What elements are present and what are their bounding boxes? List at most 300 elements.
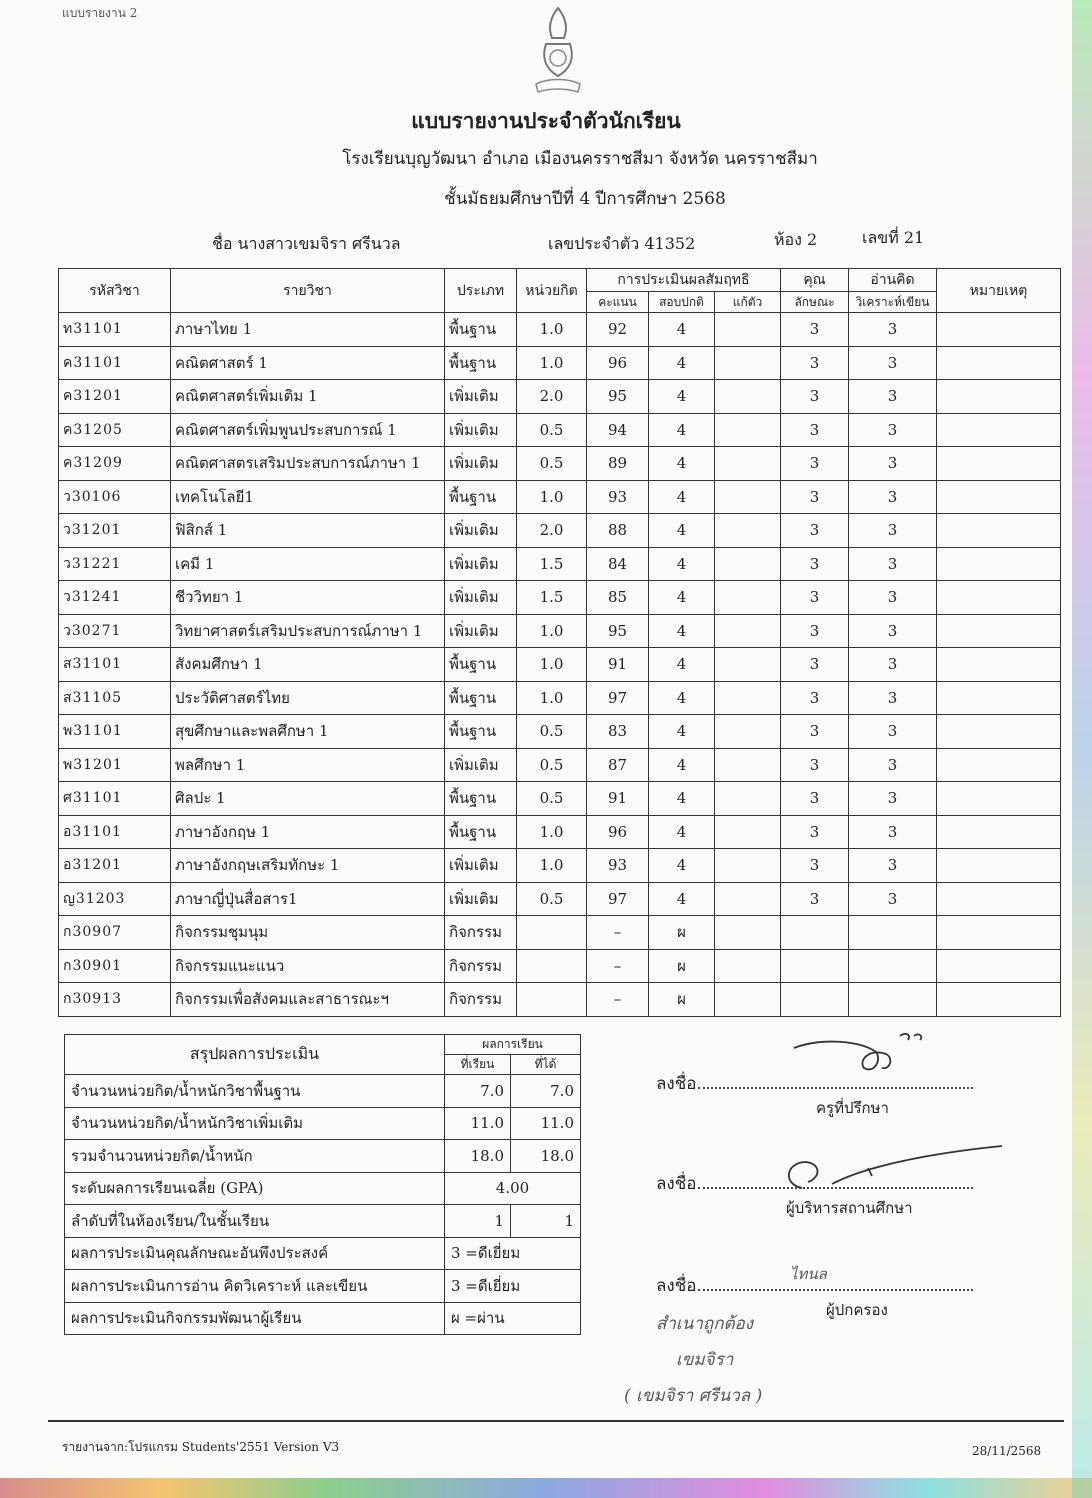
summary-row-character	[65, 1237, 581, 1270]
rank-class: 1	[511, 1205, 581, 1238]
header-character: คุณ	[781, 269, 849, 292]
course-code: ว30106	[59, 480, 171, 514]
summary-studied: 18.0	[445, 1140, 511, 1173]
course-score: 97	[587, 681, 649, 715]
course-remark	[937, 648, 1061, 682]
course-list	[59, 313, 1061, 1017]
course-reading: 3	[849, 380, 937, 414]
course-row	[59, 782, 1061, 816]
course-character	[781, 983, 849, 1017]
course-remark	[937, 480, 1061, 514]
course-score: –	[587, 916, 649, 950]
course-retake	[715, 782, 781, 816]
course-code: ค31201	[59, 380, 171, 414]
course-character: 3	[781, 480, 849, 514]
course-grade: 4	[649, 514, 715, 548]
course-credit: 1.5	[517, 547, 587, 581]
report-title: แบบรายงานประจำตัวนักเรียน	[411, 108, 681, 133]
course-credit: 1.0	[517, 313, 587, 347]
parent-role: ผู้ปกครอง	[826, 1301, 888, 1319]
course-retake	[715, 983, 781, 1017]
course-grade: 4	[649, 413, 715, 447]
course-name: วิทยาศาสตร์เสริมประสบการณ์ภาษา 1	[171, 614, 445, 648]
course-row	[59, 849, 1061, 883]
course-row	[59, 715, 1061, 749]
course-type: พื้นฐาน	[445, 715, 517, 749]
course-credit: 1.0	[517, 849, 587, 883]
course-credit: 1.0	[517, 614, 587, 648]
course-remark	[937, 916, 1061, 950]
course-character: 3	[781, 648, 849, 682]
course-name: ประวัติศาสตร์ไทย	[171, 681, 445, 715]
course-character: 3	[781, 514, 849, 548]
course-retake	[715, 748, 781, 782]
course-row	[59, 480, 1061, 514]
course-credit: 0.5	[517, 782, 587, 816]
course-credit	[517, 983, 587, 1017]
course-grade: ผ	[649, 916, 715, 950]
course-credit	[517, 949, 587, 983]
course-remark	[937, 313, 1061, 347]
course-score: 85	[587, 581, 649, 615]
course-reading: 3	[849, 413, 937, 447]
course-reading: 3	[849, 815, 937, 849]
course-name: ฟิสิกส์ 1	[171, 514, 445, 548]
footer-divider	[48, 1420, 1064, 1422]
course-row	[59, 514, 1061, 548]
summary-result-header: ผลการเรียน	[445, 1035, 581, 1055]
course-character: 3	[781, 748, 849, 782]
photo-background-strip	[0, 1478, 1092, 1498]
course-score: 93	[587, 849, 649, 883]
course-name: ภาษาญี่ปุ่นสื่อสาร1	[171, 882, 445, 916]
course-row	[59, 346, 1061, 380]
course-credit: 0.5	[517, 748, 587, 782]
course-retake	[715, 648, 781, 682]
course-name: คณิตศาสตร์ 1	[171, 346, 445, 380]
course-row	[59, 815, 1061, 849]
handwritten-name: เขมจิรา	[676, 1350, 734, 1370]
course-code: ว31241	[59, 581, 171, 615]
course-grade: 4	[649, 313, 715, 347]
course-type: เพิ่มเติม	[445, 413, 517, 447]
course-retake	[715, 413, 781, 447]
student-number: เลขที่ 21	[862, 228, 925, 247]
advisor-signature-icon	[790, 1030, 930, 1080]
character-value: 3 =ดีเยี่ยม	[445, 1237, 581, 1270]
course-character: 3	[781, 581, 849, 615]
summary-row-extra	[65, 1107, 581, 1140]
parent-signature-handwritten: ไทนล	[790, 1265, 827, 1283]
summary-earned: 11.0	[511, 1107, 581, 1140]
course-score: 94	[587, 413, 649, 447]
course-code: ว31201	[59, 514, 171, 548]
course-score: 91	[587, 648, 649, 682]
form-code: แบบรายงาน 2	[62, 6, 138, 20]
course-credit: 1.0	[517, 346, 587, 380]
course-retake	[715, 380, 781, 414]
course-name: ศิลปะ 1	[171, 782, 445, 816]
summary-label: รวมจำนวนหน่วยกิต/น้ำหนัก	[65, 1140, 445, 1173]
course-remark	[937, 614, 1061, 648]
header-normal-exam: สอบปกติ	[649, 292, 715, 313]
course-score: 83	[587, 715, 649, 749]
course-character: 3	[781, 346, 849, 380]
course-type: พื้นฐาน	[445, 782, 517, 816]
course-name: คณิตศาสตรเสริมประสบการณ์ภาษา 1	[171, 447, 445, 481]
course-grade: 4	[649, 681, 715, 715]
course-remark	[937, 949, 1061, 983]
course-reading: 3	[849, 849, 937, 883]
course-name: เทคโนโลยี1	[171, 480, 445, 514]
header-reading: อ่านคิด	[849, 269, 937, 292]
course-remark	[937, 581, 1061, 615]
course-code: ก30901	[59, 949, 171, 983]
course-score: 92	[587, 313, 649, 347]
course-code: อ31201	[59, 849, 171, 883]
course-row	[59, 681, 1061, 715]
course-type: พื้นฐาน	[445, 815, 517, 849]
course-name: พลศึกษา 1	[171, 748, 445, 782]
course-row	[59, 614, 1061, 648]
course-score: 96	[587, 346, 649, 380]
course-code: ก30913	[59, 983, 171, 1017]
course-code: ค31101	[59, 346, 171, 380]
course-code: ค31205	[59, 413, 171, 447]
course-score: 89	[587, 447, 649, 481]
course-grade: 4	[649, 849, 715, 883]
sign-label: ลงชื่อ	[656, 1276, 697, 1296]
course-name: คณิตศาสตร์เพิ่มเติม 1	[171, 380, 445, 414]
handwritten-certified-copy: สำเนาถูกต้อง	[656, 1314, 754, 1334]
summary-earned: 18.0	[511, 1140, 581, 1173]
student-room: ห้อง 2	[774, 230, 818, 249]
course-grade: 4	[649, 782, 715, 816]
summary-row-reading	[65, 1270, 581, 1303]
course-type: กิจกรรม	[445, 983, 517, 1017]
course-reading	[849, 949, 937, 983]
course-remark	[937, 849, 1061, 883]
course-credit: 0.5	[517, 715, 587, 749]
header-credit: หน่วยกิต	[517, 269, 587, 313]
summary-table	[64, 1034, 581, 1335]
sign-label: ลงชื่อ	[656, 1174, 697, 1194]
course-type: เพิ่มเติม	[445, 447, 517, 481]
course-code: ว30271	[59, 614, 171, 648]
course-remark	[937, 346, 1061, 380]
course-score: 88	[587, 514, 649, 548]
course-credit: 0.5	[517, 882, 587, 916]
summary-studied: 11.0	[445, 1107, 511, 1140]
course-row	[59, 581, 1061, 615]
advisor-role: ครูที่ปรึกษา	[816, 1099, 889, 1117]
course-grade: 4	[649, 581, 715, 615]
summary-row-rank	[65, 1205, 581, 1238]
course-code: ส31101	[59, 648, 171, 682]
activity-value: ผ =ผ่าน	[445, 1302, 581, 1335]
course-row	[59, 380, 1061, 414]
course-character: 3	[781, 380, 849, 414]
course-reading: 3	[849, 547, 937, 581]
summary-earned: 7.0	[511, 1075, 581, 1108]
course-retake	[715, 849, 781, 883]
course-character	[781, 949, 849, 983]
course-code: อ31101	[59, 815, 171, 849]
header-type: ประเภท	[445, 269, 517, 313]
course-reading	[849, 916, 937, 950]
course-remark	[937, 782, 1061, 816]
course-code: ว31221	[59, 547, 171, 581]
course-score: 95	[587, 614, 649, 648]
summary-label: จำนวนหน่วยกิต/น้ำหนักวิชาเพิ่มเติม	[65, 1107, 445, 1140]
course-credit	[517, 916, 587, 950]
course-name: ชีววิทยา 1	[171, 581, 445, 615]
header-subject: รายวิชา	[171, 269, 445, 313]
course-reading	[849, 983, 937, 1017]
course-retake	[715, 715, 781, 749]
course-score: 91	[587, 782, 649, 816]
summary-label: จำนวนหน่วยกิต/น้ำหนักวิชาพื้นฐาน	[65, 1075, 445, 1108]
course-score: 97	[587, 882, 649, 916]
course-grade: 4	[649, 715, 715, 749]
course-character: 3	[781, 782, 849, 816]
course-type: เพิ่มเติม	[445, 748, 517, 782]
footer-program: รายงานจาก:โปรแกรม Students'2551 Version V3	[62, 1440, 340, 1454]
summary-label: ผลการประเมินกิจกรรมพัฒนาผู้เรียน	[65, 1302, 445, 1335]
course-reading: 3	[849, 882, 937, 916]
course-remark	[937, 380, 1061, 414]
course-row	[59, 882, 1061, 916]
course-retake	[715, 480, 781, 514]
course-remark	[937, 514, 1061, 548]
summary-studied-header: ที่เรียน	[445, 1055, 511, 1075]
course-character: 3	[781, 849, 849, 883]
rank-room: 1	[445, 1205, 511, 1238]
course-type: เพิ่มเติม	[445, 380, 517, 414]
course-retake	[715, 447, 781, 481]
course-grade: 4	[649, 480, 715, 514]
course-grade: 4	[649, 547, 715, 581]
course-score: 87	[587, 748, 649, 782]
course-retake	[715, 949, 781, 983]
summary-earned-header: ที่ได้	[511, 1055, 581, 1075]
summary-row-total	[65, 1140, 581, 1173]
handwritten-full-name: ( เขมจิรา ศรีนวล )	[624, 1386, 763, 1406]
course-credit: 2.0	[517, 514, 587, 548]
course-code: ญ31203	[59, 882, 171, 916]
course-reading: 3	[849, 715, 937, 749]
course-grade: 4	[649, 614, 715, 648]
course-type: เพิ่มเติม	[445, 614, 517, 648]
course-type: เพิ่มเติม	[445, 581, 517, 615]
course-retake	[715, 547, 781, 581]
course-row	[59, 949, 1061, 983]
header-code: รหัสวิชา	[59, 269, 171, 313]
course-retake	[715, 514, 781, 548]
course-row	[59, 547, 1061, 581]
course-type: เพิ่มเติม	[445, 882, 517, 916]
header-character-2: ลักษณะ	[781, 292, 849, 313]
course-character: 3	[781, 715, 849, 749]
course-reading: 3	[849, 614, 937, 648]
footer-date: 28/11/2568	[972, 1444, 1042, 1458]
course-grade: ผ	[649, 949, 715, 983]
course-name: กิจกรรมแนะแนว	[171, 949, 445, 983]
course-row	[59, 983, 1061, 1017]
course-score: –	[587, 983, 649, 1017]
course-retake	[715, 614, 781, 648]
course-character: 3	[781, 882, 849, 916]
course-name: คณิตศาสตร์เพิ่มพูนประสบการณ์ 1	[171, 413, 445, 447]
header-score: คะแนน	[587, 292, 649, 313]
course-grade: 4	[649, 748, 715, 782]
course-name: ภาษาไทย 1	[171, 313, 445, 347]
course-credit: 1.0	[517, 480, 587, 514]
header-reading-2: วิเคราะห์เขียน	[849, 292, 937, 313]
course-code: พ31101	[59, 715, 171, 749]
course-retake	[715, 681, 781, 715]
summary-label: ระดับผลการเรียนเฉลี่ย (GPA)	[65, 1172, 445, 1205]
course-grade: 4	[649, 380, 715, 414]
course-score: 93	[587, 480, 649, 514]
summary-label: ผลการประเมินคุณลักษณะอันพึงประสงค์	[65, 1237, 445, 1270]
course-reading: 3	[849, 681, 937, 715]
course-character: 3	[781, 547, 849, 581]
course-retake	[715, 815, 781, 849]
course-reading: 3	[849, 748, 937, 782]
photo-background-edge	[1072, 0, 1092, 1498]
course-row	[59, 748, 1061, 782]
reading-value: 3 =ดีเยี่ยม	[445, 1270, 581, 1303]
course-remark	[937, 413, 1061, 447]
course-score: 84	[587, 547, 649, 581]
course-reading: 3	[849, 447, 937, 481]
course-type: กิจกรรม	[445, 949, 517, 983]
course-name: สังคมศึกษา 1	[171, 648, 445, 682]
course-character: 3	[781, 447, 849, 481]
course-row	[59, 648, 1061, 682]
grade-line: ชั้นมัธยมศึกษาปีที่ 4 ปีการศึกษา 2568	[444, 189, 726, 209]
school-emblem-icon	[528, 4, 588, 96]
course-remark	[937, 681, 1061, 715]
course-grade: 4	[649, 346, 715, 380]
course-reading: 3	[849, 648, 937, 682]
course-name: ภาษาอังกฤษเสริมทักษะ 1	[171, 849, 445, 883]
course-type: เพิ่มเติม	[445, 849, 517, 883]
course-reading: 3	[849, 346, 937, 380]
course-type: พื้นฐาน	[445, 648, 517, 682]
course-code: ท31101	[59, 313, 171, 347]
summary-studied: 7.0	[445, 1075, 511, 1108]
course-retake	[715, 313, 781, 347]
course-score: 96	[587, 815, 649, 849]
summary-label: ลำดับที่ในห้องเรียน/ในชั้นเรียน	[65, 1205, 445, 1238]
header-remark: หมายเหตุ	[937, 269, 1061, 313]
course-remark	[937, 882, 1061, 916]
course-retake	[715, 346, 781, 380]
course-name: ภาษาอังกฤษ 1	[171, 815, 445, 849]
course-grade: 4	[649, 815, 715, 849]
course-credit: 0.5	[517, 413, 587, 447]
course-code: ศ31101	[59, 782, 171, 816]
student-id: เลขประจำตัว 41352	[548, 234, 696, 253]
grades-table	[58, 268, 1061, 1017]
course-retake	[715, 882, 781, 916]
summary-row-activity	[65, 1302, 581, 1335]
course-row	[59, 413, 1061, 447]
course-credit: 1.0	[517, 648, 587, 682]
course-character: 3	[781, 313, 849, 347]
course-row	[59, 447, 1061, 481]
header-retake: แก้ตัว	[715, 292, 781, 313]
course-character: 3	[781, 614, 849, 648]
course-reading: 3	[849, 782, 937, 816]
course-grade: ผ	[649, 983, 715, 1017]
course-remark	[937, 815, 1061, 849]
course-remark	[937, 447, 1061, 481]
course-score: –	[587, 949, 649, 983]
course-credit: 2.0	[517, 380, 587, 414]
course-reading: 3	[849, 581, 937, 615]
summary-label: ผลการประเมินการอ่าน คิดวิเคราะห์ และเขียน	[65, 1270, 445, 1303]
header-assessment: การประเมินผลสัมฤทธิ	[587, 269, 781, 292]
course-type: พื้นฐาน	[445, 313, 517, 347]
course-remark	[937, 547, 1061, 581]
student-name: ชื่อ นางสาวเขมจิรา ศรีนวล	[212, 234, 401, 253]
course-type: เพิ่มเติม	[445, 514, 517, 548]
summary-row-basic	[65, 1075, 581, 1108]
director-role: ผู้บริหารสถานศึกษา	[786, 1199, 913, 1217]
course-code: ค31209	[59, 447, 171, 481]
course-remark	[937, 748, 1061, 782]
course-score: 95	[587, 380, 649, 414]
course-character	[781, 916, 849, 950]
course-remark	[937, 715, 1061, 749]
school-line: โรงเรียนบุญวัฒนา อำเภอ เมืองนครราชสีมา จังหวัด นครราชสีมา	[342, 149, 818, 169]
course-character: 3	[781, 815, 849, 849]
sign-dots	[698, 1275, 973, 1291]
course-retake	[715, 916, 781, 950]
course-character: 3	[781, 681, 849, 715]
course-type: พื้นฐาน	[445, 681, 517, 715]
course-retake	[715, 581, 781, 615]
course-credit: 1.5	[517, 581, 587, 615]
course-name: กิจกรรมชุมนุม	[171, 916, 445, 950]
course-grade: 4	[649, 882, 715, 916]
course-credit: 1.0	[517, 681, 587, 715]
course-type: พื้นฐาน	[445, 480, 517, 514]
course-code: ก30907	[59, 916, 171, 950]
course-grade: 4	[649, 648, 715, 682]
course-type: กิจกรรม	[445, 916, 517, 950]
course-name: เคมี 1	[171, 547, 445, 581]
course-row	[59, 916, 1061, 950]
course-row	[59, 313, 1061, 347]
course-type: เพิ่มเติม	[445, 547, 517, 581]
course-type: พื้นฐาน	[445, 346, 517, 380]
course-reading: 3	[849, 514, 937, 548]
course-code: ส31105	[59, 681, 171, 715]
course-code: พ31201	[59, 748, 171, 782]
course-reading: 3	[849, 480, 937, 514]
course-reading: 3	[849, 313, 937, 347]
course-credit: 1.0	[517, 815, 587, 849]
course-name: กิจกรรมเพื่อสังคมและสาธารณะฯ	[171, 983, 445, 1017]
course-credit: 0.5	[517, 447, 587, 481]
course-character: 3	[781, 413, 849, 447]
summary-title: สรุปผลการประเมิน	[65, 1035, 445, 1075]
course-remark	[937, 983, 1061, 1017]
